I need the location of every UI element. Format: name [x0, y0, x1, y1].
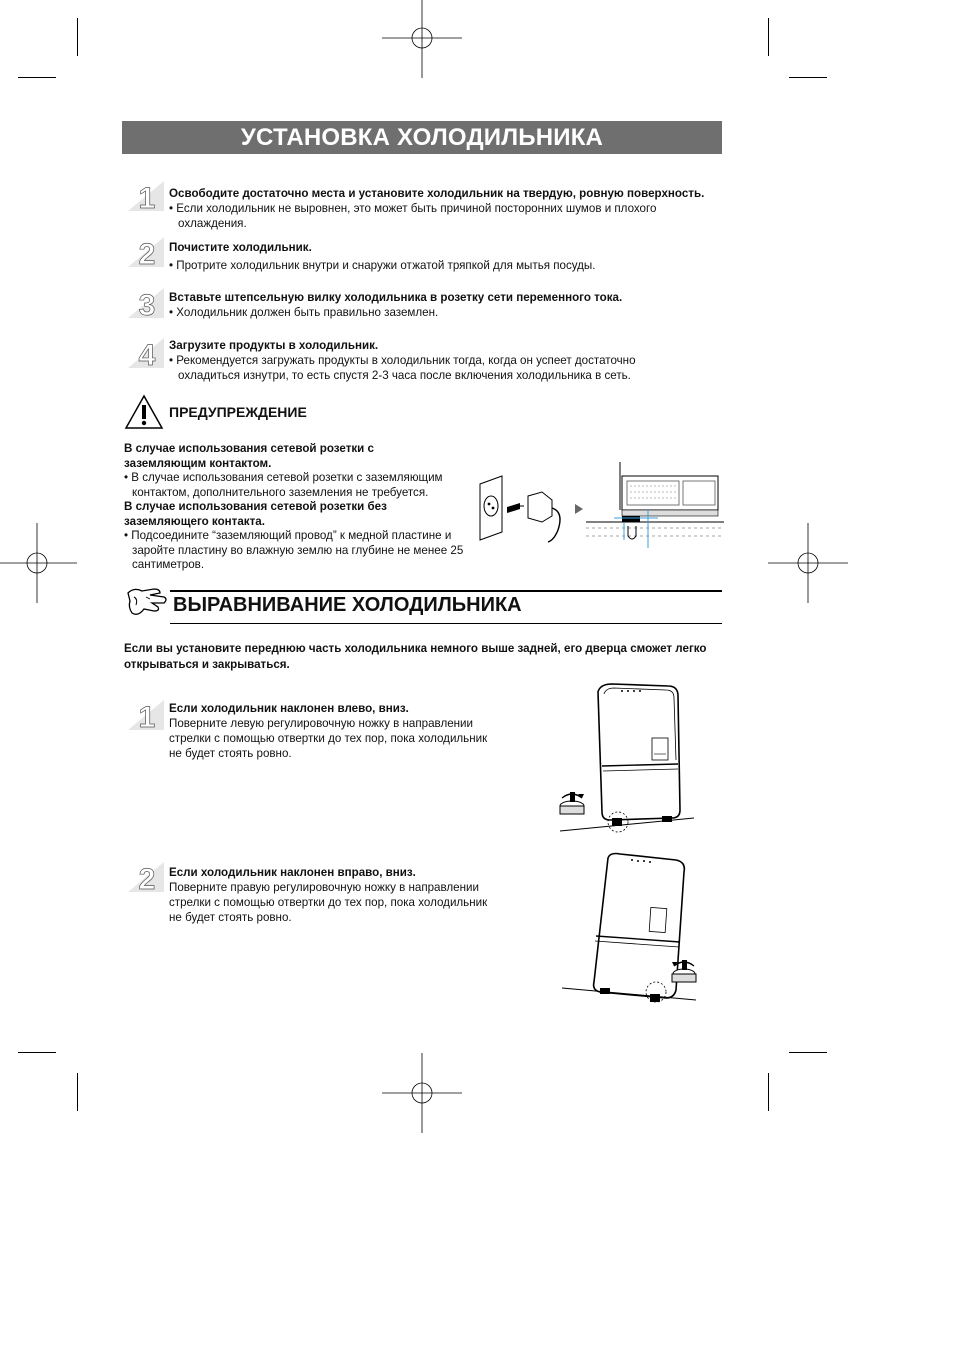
crop-mark-icon — [77, 18, 78, 56]
crop-mark-icon — [768, 18, 769, 56]
leveling-step-2-body: Поверните правую регулировочную ножку в направлении стрелки с помощью отвертки до тех пор, пока холодильник не будет стоять ровно. — [169, 881, 488, 924]
step-4-heading: Загрузите продукты в холодильник. — [169, 339, 379, 352]
warning-case1-heading: В случае использования сетевой розетки с заземляющим контактом. — [124, 442, 374, 470]
step-3-bullet: • Холодильник должен быть правильно заземлен. — [169, 306, 439, 319]
crop-mark-icon — [18, 77, 56, 78]
step-number-3 — [128, 288, 166, 318]
step-1-heading: Освободите достаточно места и установите холодильник на твердую, ровную поверхность. — [169, 187, 705, 200]
warning-title: ПРЕДУПРЕЖДЕНИЕ — [169, 404, 307, 420]
section-2-rule-bottom — [170, 623, 722, 624]
fridge-base-icon — [586, 462, 724, 548]
leveling-step-number-2 — [128, 862, 166, 892]
registration-mark-icon — [382, 0, 462, 78]
leveling-step-1-body: Поверните левую регулировочную ножку в направлении стрелки с помощью отвертки до тех пор, пока холодильник не будет стоять ровно. — [169, 717, 488, 760]
step-2-bullet: • Протрите холодильник внутри и снаружи отжатой тряпкой для мытья посуды. — [169, 259, 596, 272]
section-title-bar — [122, 121, 722, 154]
registration-mark-icon — [382, 1053, 462, 1133]
svg-text:3: 3 — [138, 289, 156, 318]
section-title-installation: УСТАНОВКА ХОЛОДИЛЬНИКА — [240, 124, 604, 151]
svg-text:1: 1 — [138, 701, 156, 730]
leveling-step-number-1 — [128, 700, 166, 730]
warning-case1-bullet: • В случае использования сетевой розетки с заземляющим контактом, дополнительного заземления не требуется. — [124, 471, 443, 499]
svg-text:2: 2 — [138, 863, 156, 892]
section-2-rule-top — [170, 590, 722, 592]
fridge-tilted-right-illustration — [558, 850, 700, 1008]
fridge-icon — [598, 684, 680, 826]
warning-triangle-icon — [124, 394, 164, 430]
leveling-foot-icon — [560, 792, 584, 814]
leveling-step-1-heading: Если холодильник наклонен влево, вниз. — [169, 702, 409, 715]
leveling-step-2-text — [169, 865, 489, 925]
warning-case2-bullet: • Подсоедините “заземляющий провод” к медной пластине и заройте пластину во влажную землю на глубине не менее 25 сантиметров. — [124, 529, 464, 571]
svg-text:4: 4 — [138, 339, 156, 368]
fridge-icon — [594, 854, 685, 1003]
step-number-1 — [128, 181, 166, 211]
crop-mark-icon — [789, 1052, 827, 1053]
step-4-bullet: • Рекомендуется загружать продукты в холодильник тогда, когда он успеет достаточно охладиться изнутри, то есть спустя 2-3 часа после включения холодильника в сеть. — [169, 354, 636, 382]
step-number-2 — [128, 237, 166, 267]
crop-mark-icon — [18, 1052, 56, 1053]
leveling-foot-icon — [672, 960, 696, 982]
step-4-text — [169, 338, 689, 383]
hand-pointer-icon — [124, 583, 170, 623]
leveling-intro: Если вы установите переднюю часть холодильника немного выше задней, его дверца сможет легко открываться и закрываться. — [124, 642, 707, 671]
crop-mark-icon — [768, 1073, 769, 1111]
step-1-bullet: • Если холодильник не выровнен, это может быть причиной посторонних шумов и плохого охлаждения. — [169, 202, 657, 230]
fridge-tilted-left-illustration — [556, 680, 698, 836]
step-3-heading: Вставьте штепсельную вилку холодильника в розетку сети переменного тока. — [169, 291, 623, 304]
warning-body — [124, 442, 469, 573]
step-1-text — [169, 186, 729, 231]
svg-text:2: 2 — [138, 238, 156, 267]
registration-mark-icon — [768, 523, 848, 603]
plug-icon — [507, 492, 560, 542]
grounding-illustration — [474, 460, 726, 550]
crop-mark-icon — [789, 77, 827, 78]
crop-mark-icon — [77, 1073, 78, 1111]
wall-socket-icon — [480, 476, 502, 540]
warning-case2-heading: В случае использования сетевой розетки без заземляющего контакта. — [124, 500, 387, 528]
step-2-heading: Почистите холодильник. — [169, 241, 312, 254]
leveling-step-2-heading: Если холодильник наклонен вправо, вниз. — [169, 866, 416, 879]
step-2-text — [169, 240, 729, 273]
registration-mark-icon — [0, 523, 77, 603]
leveling-step-1-text — [169, 701, 489, 761]
step-number-4 — [128, 338, 166, 368]
svg-text:1: 1 — [138, 182, 156, 211]
section-title-leveling: ВЫРАВНИВАНИЕ ХОЛОДИЛЬНИКА — [173, 594, 522, 616]
step-3-text — [169, 290, 729, 320]
